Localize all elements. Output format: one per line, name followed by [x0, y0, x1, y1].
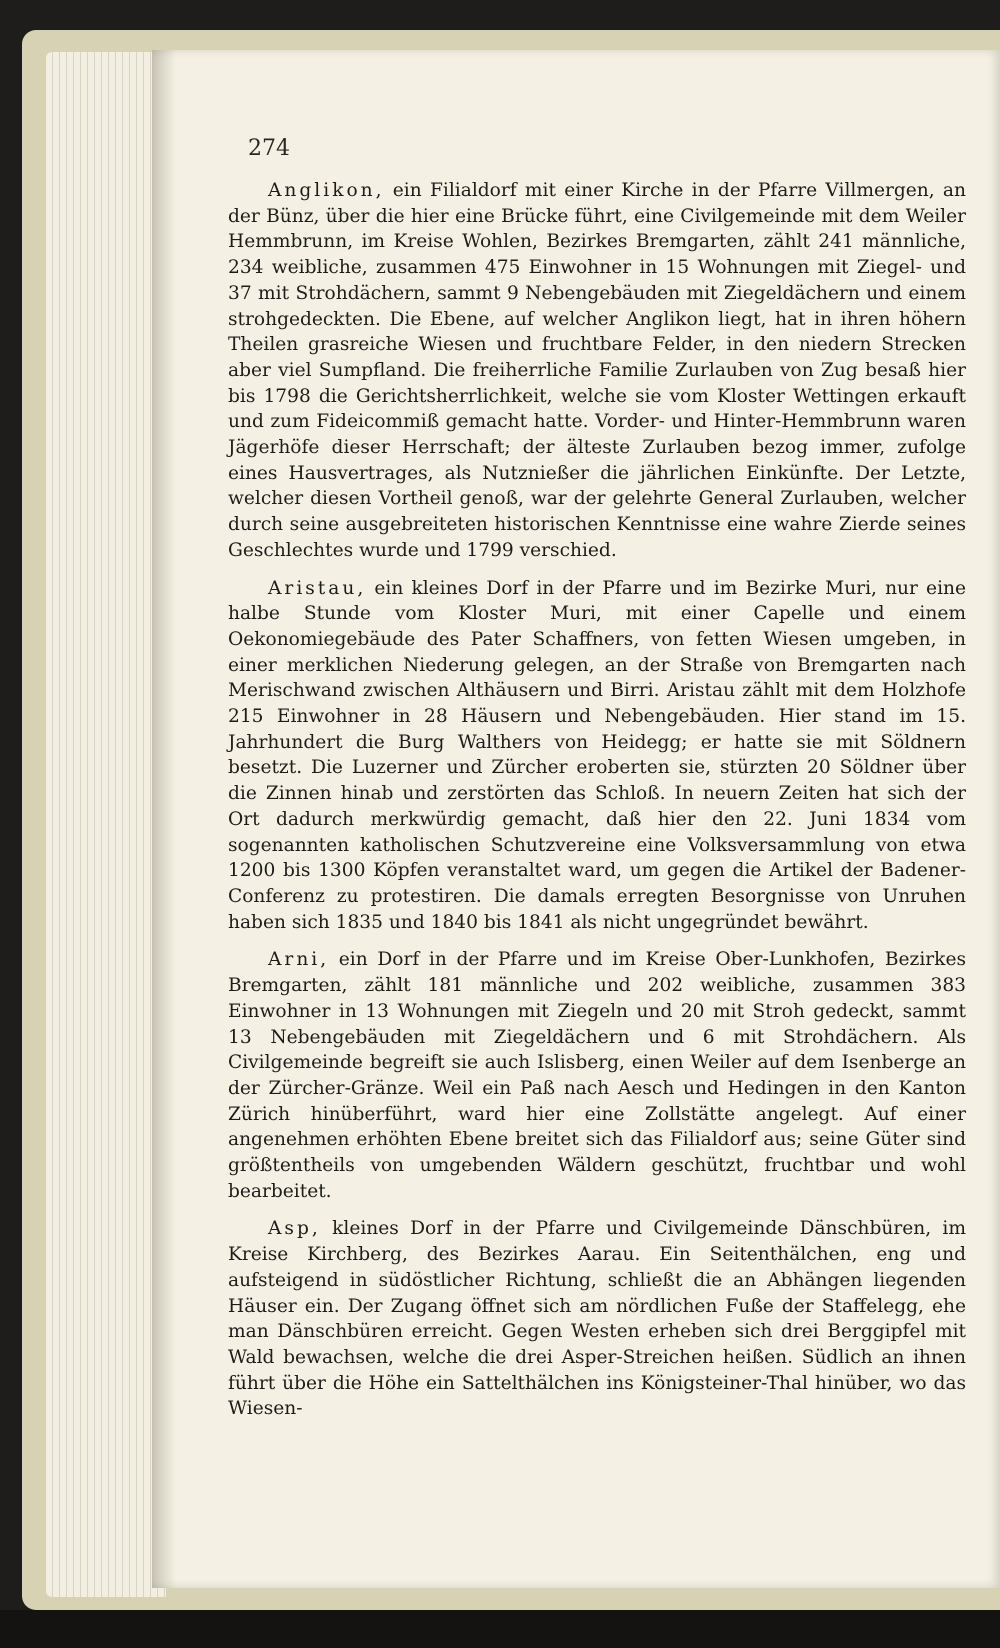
entry-head: Asp, [268, 1218, 321, 1240]
entry-body: ein Dorf in der Pfarre und im Kreise Ober-Lunkhofen, Bezirkes Bremgarten, zählt 181 männliche und 202 weibliche, zusammen 383 Einwohner in 13 Wohnungen mit Ziegeln und 20 mit Stroh gedeckt, sammt 13 Nebengebäuden mit Ziegeldächern und 6 mit Strohdächern. Als Civilgemeinde begreift sie auch Islisberg, einen Weiler auf dem Isenberge an der Zürcher-Gränze. Weil ein Paß nach Aesch und Hedingen in den Kanton Zürich hinüberführt, ward hier eine Zollstätte angelegt. Auf einer angenehmen erhöhten Ebene breitet sich das Filialdorf aus; seine Güter sind größtentheils von umgebenden Wäldern geschützt, fruchtbar und wohl bearbeitet. [228, 949, 966, 1202]
entry-body: ein Filialdorf mit einer Kirche in der Pfarre Villmergen, an der Bünz, über die hier eine Brücke führt, eine Civilgemeinde mit dem Weiler Hemmbrunn, im Kreise Wohlen, Bezirkes Bremgarten, zählt 241 männliche, 234 weibliche, zusammen 475 Einwohner in 15 Wohnungen mit Ziegel- und 37 mit Strohdächern, sammt 9 Nebengebäuden mit Ziegeldächern und einem strohgedeckten. Die Ebene, auf welcher Anglikon liegt, hat in ihren höhern Theilen grasreiche Wiesen und fruchtbare Felder, in den niedern Strecken aber viel Sumpfland. Die freiherrliche Familie Zurlauben von Zug besaß hier bis 1798 die Gerichtsherrlichkeit, welche sie vom Kloster Wettingen erkauft und zum Fideicommiß gemacht hatte. Vorder- und Hinter-Hemmbrunn waren Jägerhöfe dieser Herrschaft; der älteste Zurlauben bezog immer, zufolge eines Hausvertrages, als Nutznießer die jährlichen Einkünfte. Der Letzte, welcher diesen Vortheil genoß, war der gelehrte General Zurlauben, welcher durch seine ausgebreiteten historischen Kenntnisse eine wahre Zierde seines Geschlechtes wurde und 1799 verschied. [228, 180, 966, 561]
entry-anglikon [228, 178, 966, 564]
page-number: 274 [248, 136, 290, 161]
entry-head: Aristau, [268, 577, 367, 599]
entry-head: Arni, [268, 949, 330, 971]
bottom-shadow [0, 1610, 1000, 1648]
gutter-shadow [152, 50, 176, 1588]
entry-arni [228, 947, 966, 1204]
page-edges [46, 52, 166, 1597]
page-text [228, 178, 966, 1434]
entry-asp [228, 1216, 966, 1422]
entry-aristau [228, 576, 966, 936]
entry-body: ein kleines Dorf in der Pfarre und im Bezirke Muri, nur eine halbe Stunde vom Kloster Muri, mit einer Capelle und einem Oekonomiegebäude des Pater Schaffners, von fetten Wiesen umgeben, in einer merklichen Niederung gelegen, an der Straße von Bremgarten nach Merischwand zwischen Althäusern und Birri. Aristau zählt mit dem Holzhofe 215 Einwohner in 28 Häusern und Nebengebäuden. Hier stand im 15. Jahrhundert die Burg Walthers von Heidegg; er hatte sie mit Söldnern besetzt. Die Luzerner und Zürcher eroberten sie, stürzten 20 Söldner über die Zinnen hinab und zerstörten das Schloß. In neuern Zeiten hat sich der Ort dadurch merkwürdig gemacht, daß hier den 22. Juni 1834 vom sogenannten katholischen Schutzvereine eine Volksversammlung von etwa 1200 bis 1300 Köpfen veranstaltet ward, um gegen die Artikel der Badener-Conferenz zu protestiren. Die damals erregten Besorgnisse von Unruhen haben sich 1835 und 1840 bis 1841 als nicht ungegründet bewährt. [228, 577, 966, 933]
entry-head: Anglikon, [268, 180, 385, 201]
entry-body: kleines Dorf in der Pfarre und Civilgemeinde Dänschbüren, im Kreise Kirchberg, des Bezirkes Aarau. Ein Seitenthälchen, eng und aufsteigend in südöstlicher Richtung, schließt die an Abhängen liegenden Häuser ein. Der Zugang öffnet sich am nördlichen Fuße der Staffelegg, ehe man Dänschbüren erreicht. Gegen Westen erheben sich drei Berggipfel mit Wald bewachsen, welche die drei Asper-Streichen heißen. Südlich an ihnen führt über die Höhe ein Sattelthälchen ins Königsteiner-Thal hinüber, wo das Wiesen- [228, 1218, 966, 1420]
